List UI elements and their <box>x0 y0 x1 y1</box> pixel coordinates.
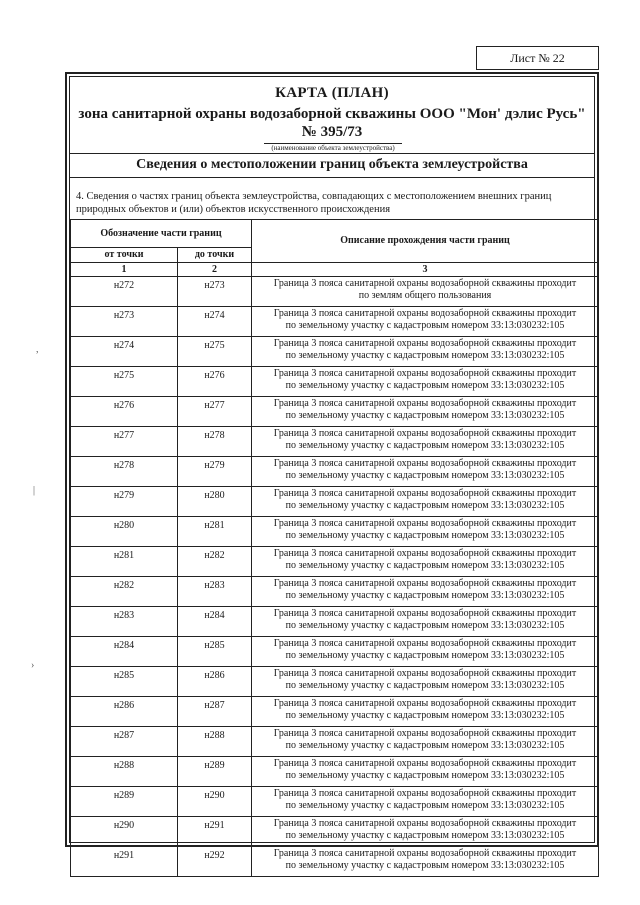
description-line-2: по земельному участку с кадастровым номером 33:13:030232:105 <box>285 769 565 781</box>
from-point-cell: н275 <box>71 367 178 397</box>
column-number-2: 2 <box>178 263 252 277</box>
section-divider-bottom <box>70 177 594 178</box>
column-number-3: 3 <box>252 263 599 277</box>
to-point-cell: н278 <box>178 427 252 457</box>
from-point-cell: н282 <box>71 577 178 607</box>
to-point-cell: н286 <box>178 667 252 697</box>
from-point-cell: н276 <box>71 397 178 427</box>
to-point-cell: н292 <box>178 847 252 877</box>
description-line-1: Граница 3 пояса санитарной охраны водозаборной скважины проходит <box>273 428 577 439</box>
document-frame <box>65 72 599 871</box>
table-row <box>71 517 599 547</box>
description-line-2: по земельному участку с кадастровым номером 33:13:030232:105 <box>285 649 565 661</box>
sheet-number-box <box>476 46 599 70</box>
description-line-1: Граница 3 пояса санитарной охраны водозаборной скважины проходит <box>273 818 577 829</box>
to-point-cell: н281 <box>178 517 252 547</box>
description-cell <box>252 367 599 397</box>
description-cell <box>252 757 599 787</box>
table-row <box>71 277 599 307</box>
description-cell <box>252 637 599 667</box>
description-line-1: Граница 3 пояса санитарной охраны водозаборной скважины проходит <box>273 788 577 799</box>
description-line-1: Граница 3 пояса санитарной охраны водозаборной скважины проходит <box>273 668 577 679</box>
to-point-cell: н289 <box>178 757 252 787</box>
description-cell <box>252 817 599 847</box>
to-point-cell: н280 <box>178 487 252 517</box>
document-inner-frame <box>69 76 595 871</box>
header-from: от точки <box>71 248 178 263</box>
description-cell <box>252 517 599 547</box>
description-line-1: Граница 3 пояса санитарной охраны водозаборной скважины проходит <box>273 488 577 499</box>
document-subtitle: зона санитарной охраны водозаборной скважины ООО "Мон' дэлис Русь" № 395/73 <box>78 106 586 140</box>
to-point-cell: н276 <box>178 367 252 397</box>
from-point-cell: н285 <box>71 667 178 697</box>
description-cell <box>252 487 599 517</box>
to-point-cell: н288 <box>178 727 252 757</box>
table-header-row <box>71 220 599 248</box>
description-line-1: Граница 3 пояса санитарной охраны водозаборной скважины проходит <box>273 278 577 289</box>
from-point-cell: н272 <box>71 277 178 307</box>
table-row <box>71 307 599 337</box>
description-cell <box>252 697 599 727</box>
from-point-cell: н281 <box>71 547 178 577</box>
description-cell <box>252 427 599 457</box>
from-point-cell: н291 <box>71 847 178 877</box>
description-line-1: Граница 3 пояса санитарной охраны водозаборной скважины проходит <box>273 608 577 619</box>
description-line-2: по земельному участку с кадастровым номером 33:13:030232:105 <box>285 739 565 751</box>
description-line-2: по землям общего пользования <box>358 289 492 301</box>
from-point-cell: н274 <box>71 337 178 367</box>
table-row <box>71 457 599 487</box>
description-line-1: Граница 3 пояса санитарной охраны водозаборной скважины проходит <box>273 308 577 319</box>
to-point-cell: н291 <box>178 817 252 847</box>
to-point-cell: н279 <box>178 457 252 487</box>
description-cell <box>252 667 599 697</box>
description-line-1: Граница 3 пояса санитарной охраны водозаборной скважины проходит <box>273 338 577 349</box>
description-line-1: Граница 3 пояса санитарной охраны водозаборной скважины проходит <box>273 398 577 409</box>
description-line-2: по земельному участку с кадастровым номером 33:13:030232:105 <box>285 499 565 511</box>
table-row <box>71 637 599 667</box>
description-line-1: Граница 3 пояса санитарной охраны водозаборной скважины проходит <box>273 728 577 739</box>
from-point-cell: н288 <box>71 757 178 787</box>
description-line-2: по земельному участку с кадастровым номером 33:13:030232:105 <box>285 439 565 451</box>
from-point-cell: н290 <box>71 817 178 847</box>
table-row <box>71 667 599 697</box>
document-title: КАРТА (ПЛАН) <box>275 85 389 101</box>
description-line-2: по земельному участку с кадастровым номером 33:13:030232:105 <box>285 799 565 811</box>
section-title: Сведения о местоположении границ объекта землеустройства <box>136 157 528 172</box>
header-description: Описание прохождения части границ <box>252 220 599 263</box>
description-cell <box>252 307 599 337</box>
description-line-2: по земельному участку с кадастровым номером 33:13:030232:105 <box>285 829 565 841</box>
to-point-cell: н273 <box>178 277 252 307</box>
to-point-cell: н282 <box>178 547 252 577</box>
description-line-1: Граница 3 пояса санитарной охраны водозаборной скважины проходит <box>273 698 577 709</box>
to-point-cell: н277 <box>178 397 252 427</box>
description-line-1: Граница 3 пояса санитарной охраны водозаборной скважины проходит <box>273 758 577 769</box>
description-line-1: Граница 3 пояса санитарной охраны водозаборной скважины проходит <box>273 368 577 379</box>
from-point-cell: н277 <box>71 427 178 457</box>
margin-tick-mark: › <box>31 660 35 671</box>
column-number-1: 1 <box>71 263 178 277</box>
object-caption: (наименование объекта землеустройства) <box>264 143 402 153</box>
description-line-1: Граница 3 пояса санитарной охраны водозаборной скважины проходит <box>273 548 577 559</box>
table-row <box>71 367 599 397</box>
header-designation: Обозначение части границ <box>71 220 252 248</box>
from-point-cell: н278 <box>71 457 178 487</box>
description-line-2: по земельному участку с кадастровым номером 33:13:030232:105 <box>285 709 565 721</box>
description-line-1: Граница 3 пояса санитарной охраны водозаборной скважины проходит <box>273 638 577 649</box>
table-row <box>71 577 599 607</box>
from-point-cell: н283 <box>71 607 178 637</box>
description-cell <box>252 607 599 637</box>
description-line-2: по земельному участку с кадастровым номером 33:13:030232:105 <box>285 559 565 571</box>
description-cell <box>252 397 599 427</box>
from-point-cell: н279 <box>71 487 178 517</box>
boundary-parts-table <box>70 219 599 877</box>
description-line-2: по земельному участку с кадастровым номером 33:13:030232:105 <box>285 319 565 331</box>
table-row <box>71 487 599 517</box>
description-line-2: по земельному участку с кадастровым номером 33:13:030232:105 <box>285 409 565 421</box>
table-row <box>71 727 599 757</box>
description-cell <box>252 277 599 307</box>
to-point-cell: н284 <box>178 607 252 637</box>
section-divider-top <box>70 153 594 154</box>
table-row <box>71 847 599 877</box>
to-point-cell: н283 <box>178 577 252 607</box>
table-row <box>71 817 599 847</box>
to-point-cell: н285 <box>178 637 252 667</box>
description-line-2: по земельному участку с кадастровым номером 33:13:030232:105 <box>285 529 565 541</box>
description-line-2: по земельному участку с кадастровым номером 33:13:030232:105 <box>285 349 565 361</box>
description-line-2: по земельному участку с кадастровым номером 33:13:030232:105 <box>285 379 565 391</box>
description-line-1: Граница 3 пояса санитарной охраны водозаборной скважины проходит <box>273 848 577 859</box>
description-cell <box>252 577 599 607</box>
table-row <box>71 397 599 427</box>
table-row <box>71 427 599 457</box>
sheet-number-label: Лист № 22 <box>510 51 565 65</box>
margin-tick-mark: | <box>33 485 36 496</box>
from-point-cell: н273 <box>71 307 178 337</box>
description-cell <box>252 337 599 367</box>
table-row <box>71 697 599 727</box>
to-point-cell: н275 <box>178 337 252 367</box>
header-to: до точки <box>178 248 252 263</box>
table-row <box>71 547 599 577</box>
table-column-numbers-row <box>71 263 599 277</box>
description-cell <box>252 457 599 487</box>
description-line-2: по земельному участку с кадастровым номером 33:13:030232:105 <box>285 859 565 871</box>
description-line-1: Граница 3 пояса санитарной охраны водозаборной скважины проходит <box>273 458 577 469</box>
from-point-cell: н284 <box>71 637 178 667</box>
section-note: 4. Сведения о частях границ объекта землеустройства, совпадающих с местоположением внешних границ природных объектов и (или) объектов искусственного происхождения <box>76 191 552 215</box>
description-line-2: по земельному участку с кадастровым номером 33:13:030232:105 <box>285 589 565 601</box>
description-cell <box>252 727 599 757</box>
description-line-1: Граница 3 пояса санитарной охраны водозаборной скважины проходит <box>273 518 577 529</box>
description-cell <box>252 787 599 817</box>
to-point-cell: н274 <box>178 307 252 337</box>
from-point-cell: н287 <box>71 727 178 757</box>
margin-tick-mark: , <box>36 344 39 355</box>
to-point-cell: н287 <box>178 697 252 727</box>
table-row <box>71 787 599 817</box>
from-point-cell: н286 <box>71 697 178 727</box>
description-line-1: Граница 3 пояса санитарной охраны водозаборной скважины проходит <box>273 578 577 589</box>
table-row <box>71 757 599 787</box>
table-row <box>71 337 599 367</box>
description-line-2: по земельному участку с кадастровым номером 33:13:030232:105 <box>285 679 565 691</box>
description-line-2: по земельному участку с кадастровым номером 33:13:030232:105 <box>285 469 565 481</box>
from-point-cell: н280 <box>71 517 178 547</box>
from-point-cell: н289 <box>71 787 178 817</box>
table-row <box>71 607 599 637</box>
description-cell <box>252 847 599 877</box>
description-line-2: по земельному участку с кадастровым номером 33:13:030232:105 <box>285 619 565 631</box>
to-point-cell: н290 <box>178 787 252 817</box>
description-cell <box>252 547 599 577</box>
